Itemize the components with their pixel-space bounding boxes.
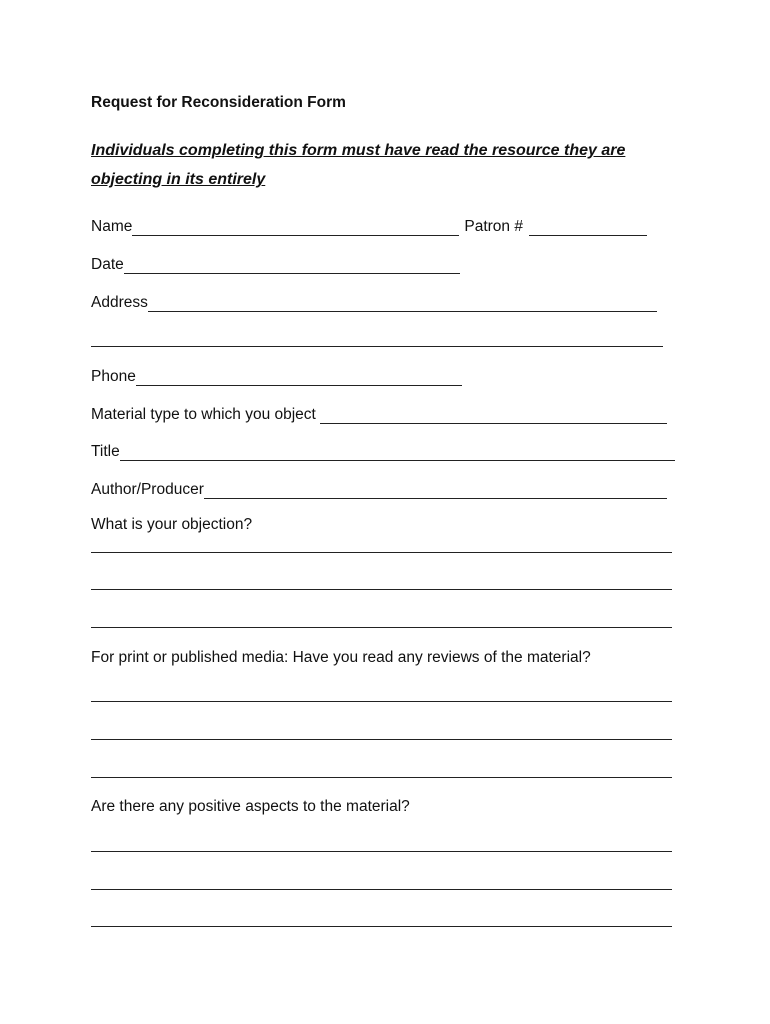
title-field[interactable]	[120, 443, 675, 461]
material-type-label: Material type to which you object	[91, 406, 316, 423]
phone-field[interactable]	[136, 368, 462, 386]
reviews-question: For print or published media: Have you read any reviews of the material?	[91, 649, 591, 666]
objection-answer-line-3[interactable]	[91, 627, 672, 628]
phone-row	[91, 366, 462, 386]
address-field[interactable]	[148, 294, 657, 312]
address-field-line-2[interactable]	[91, 346, 663, 347]
positive-aspects-question: Are there any positive aspects to the material?	[91, 798, 410, 815]
name-field[interactable]	[132, 218, 459, 236]
material-type-field[interactable]	[320, 406, 667, 424]
author-producer-field[interactable]	[204, 481, 667, 499]
objection-question: What is your objection?	[91, 516, 253, 533]
objection-answer-line-1[interactable]	[91, 552, 672, 553]
date-field[interactable]	[124, 256, 460, 274]
patron-label: Patron #	[464, 218, 523, 235]
instruction-line-1: Individuals completing this form must have read the resource they are	[91, 142, 626, 159]
name-row	[91, 216, 647, 236]
title-row	[91, 441, 675, 461]
phone-label: Phone	[91, 368, 136, 385]
address-row	[91, 292, 657, 312]
positive-aspects-answer-line-3[interactable]	[91, 926, 672, 927]
material-type-row	[91, 404, 667, 424]
author-producer-label: Author/Producer	[91, 481, 204, 498]
date-label: Date	[91, 256, 124, 273]
patron-number-field[interactable]	[529, 218, 647, 236]
address-label: Address	[91, 294, 148, 311]
objection-answer-line-2[interactable]	[91, 589, 672, 590]
name-label: Name	[91, 218, 133, 235]
form-title: Request for Reconsideration Form	[91, 94, 346, 111]
positive-aspects-answer-line-2[interactable]	[91, 889, 672, 890]
positive-aspects-answer-line-1[interactable]	[91, 851, 672, 852]
instruction-line-2: objecting in its entirely	[91, 171, 266, 188]
date-row	[91, 254, 460, 274]
author-producer-row	[91, 479, 667, 499]
reviews-answer-line-2[interactable]	[91, 739, 672, 740]
reviews-answer-line-3[interactable]	[91, 777, 672, 778]
reviews-answer-line-1[interactable]	[91, 701, 672, 702]
title-label: Title	[91, 443, 120, 460]
